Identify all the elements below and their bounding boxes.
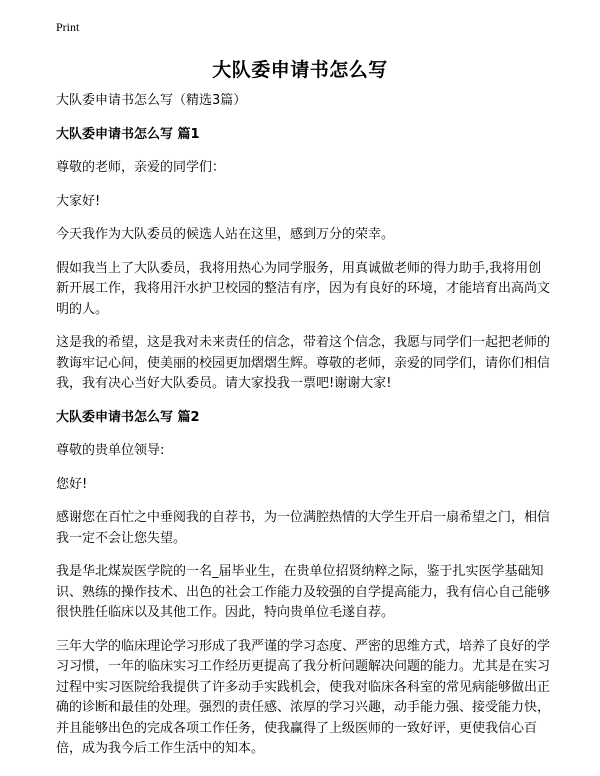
document-body: [56, 91, 552, 773]
paragraph: 尊敬的贵单位领导:: [56, 443, 165, 458]
paragraph: 您好!: [56, 476, 88, 492]
page-title: 大队委申请书怎么写: [212, 59, 388, 81]
section-heading: 大队委申请书怎么写 篇1: [56, 126, 200, 142]
paragraph: 尊敬的老师，亲爱的同学们：: [56, 160, 226, 175]
paragraph: 三年大学的临床理论学习形成了我严谨的学习态度、严密的思维方式，培养了良好的学习习惯，一年的临床实习工作经历更提高了我分析问题解决问题的能力。尤其是在实习过程中实习医院给我提供了许多动手实践机会，使我对临床各科室的常见病能够做出正确的诊断和最佳的处理。强烈的责任感、浓厚的学习兴趣，动手能力强、接受能力快，并且能够出色的完成各项工作任务，使我赢得了上级医师的一致好评，更使我信心百倍，成为我今后工作生活中的知本。: [56, 638, 551, 756]
print-link[interactable]: Print: [56, 20, 80, 34]
paragraph: 感谢您在百忙之中垂阅我的自荐书，为一位满腔热情的大学生开启一扇希望之门，相信我一定不会让您失望。: [56, 510, 551, 546]
paragraph: 假如我当上了大队委员，我将用热心为同学服务，用真诚做老师的得力助手,我将用创新开展工作，我将用汗水护卫校园的整洁有序，因为有良好的环境，才能培育出高尚文明的人。: [56, 260, 551, 317]
section-2: [56, 408, 552, 760]
section-1: [56, 125, 552, 395]
paragraph: 今天我作为大队委员的候选人站在这里，感到万分的荣幸。: [56, 227, 395, 242]
section-heading: 大队委申请书怎么写 篇2: [56, 409, 200, 425]
paragraph: 大家好!: [56, 193, 101, 209]
intro-text: 大队委申请书怎么写（精选3篇）: [56, 93, 247, 108]
paragraph: 我是华北煤炭医学院的一名_届毕业生，在贵单位招贤纳粹之际，鉴于扎实医学基础知识、熟练的操作技术、出色的社会工作能力及较强的自学提高能力，我有信心自己能够很快胜任临床以及其他工作。因此，特向贵单位毛遂自荐。: [56, 564, 551, 620]
paragraph: 这是我的希望，这是我对未来责任的信念，带着这个信念，我愿与同学们一起把老师的教诲牢记心间，使美丽的校园更加熠熠生辉。尊敬的老师，亲爱的同学们，请你们相信我，我有决心当好大队委员。请大家投我一票吧!谢谢大家!: [56, 335, 551, 391]
